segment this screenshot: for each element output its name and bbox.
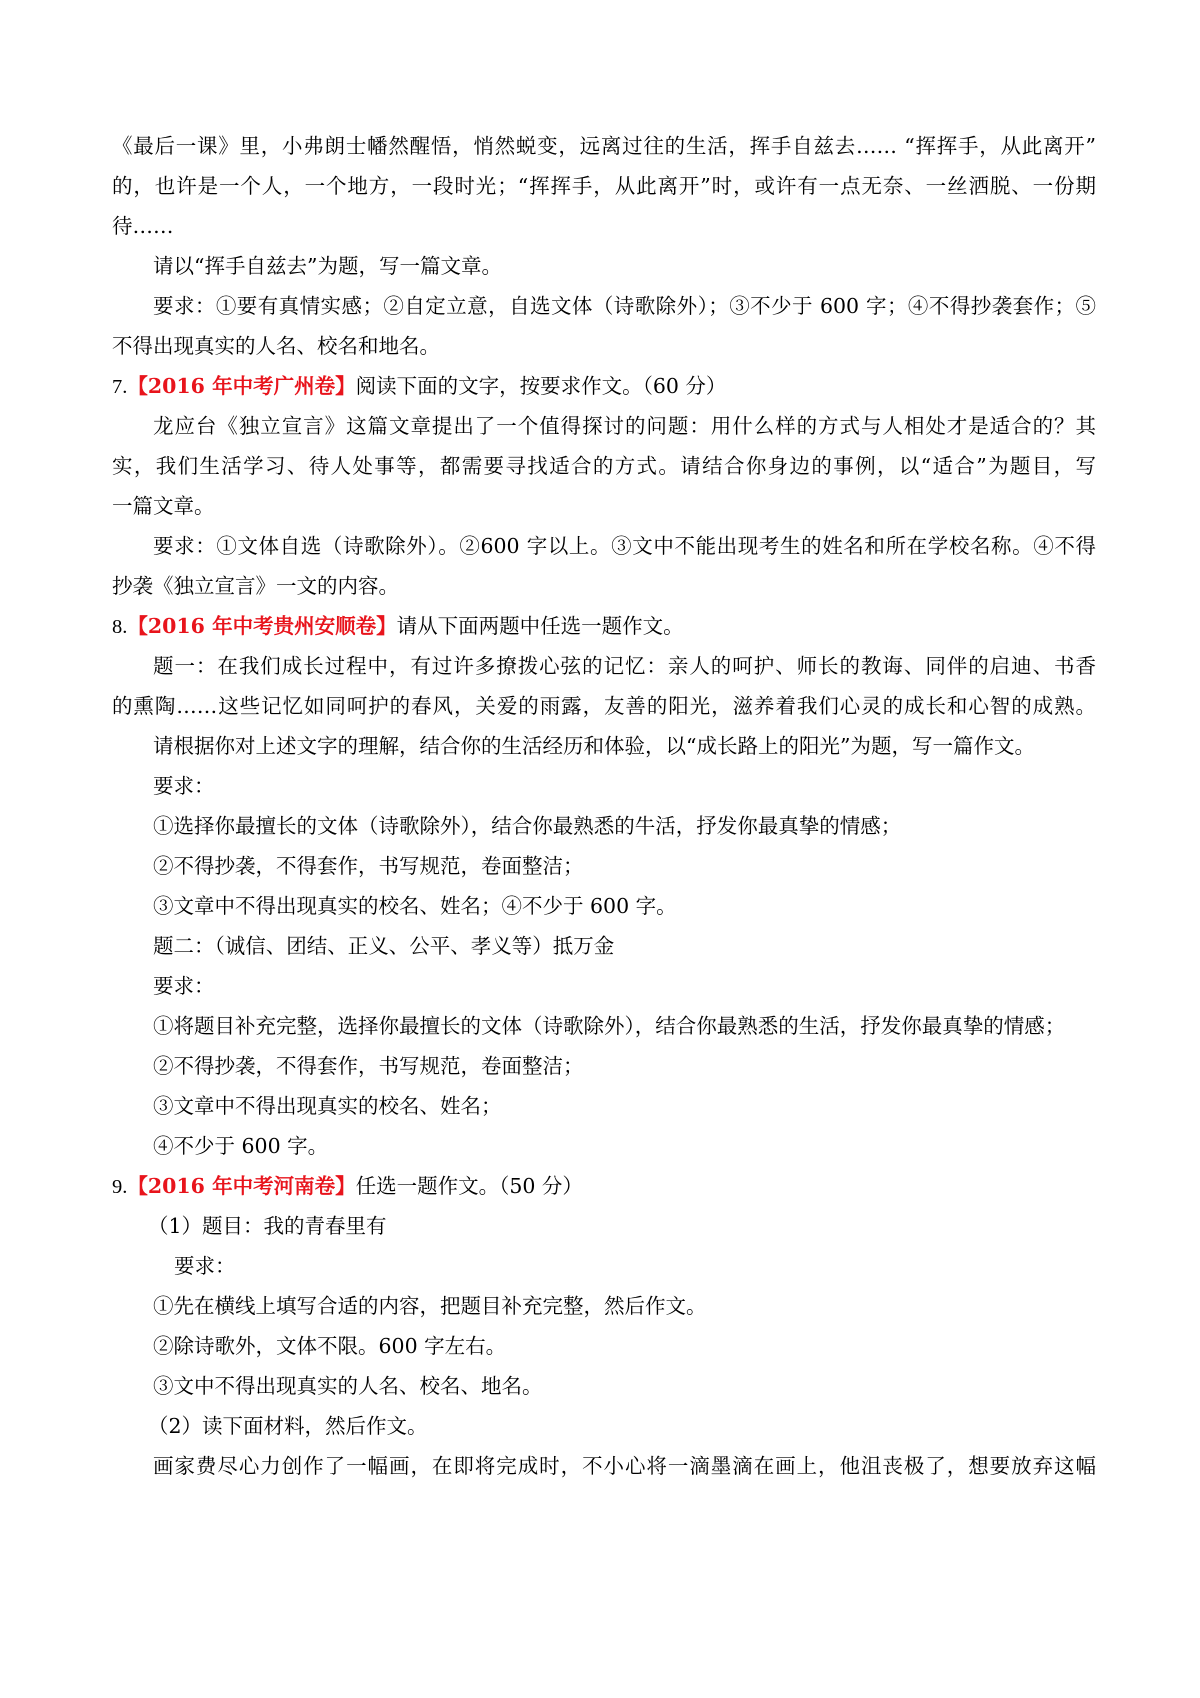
requirement-item: ②不得抄袭，不得套作，书写规范，卷面整洁；	[153, 1054, 584, 1078]
question-7-heading	[112, 372, 726, 401]
requirements-line: 要求：①文体自选（诗歌除外）。②600 字以上。③文中不能出现考生的姓名和所在学校名称。④不得	[153, 534, 1096, 558]
requirement-item: ①将题目补充完整，选择你最擅长的文体（诗歌除外），结合你最熟悉的生活，抒发你最真挚的情感；	[153, 1014, 1066, 1038]
material-line: 画家费尽心力创作了一幅画，在即将完成时，不小心将一滴墨滴在画上，他沮丧极了，想要放弃这幅	[153, 1454, 1096, 1478]
requirements-line: 抄袭《独立宣言》一文的内容。	[112, 574, 399, 598]
question-number: 7.	[112, 376, 128, 398]
writing-prompt: 请以“挥手自兹去”为题，写一篇文章。	[153, 254, 502, 278]
material-line: 实，我们生活学习、待人处事等，都需要寻找适合的方式。请结合你身边的事例，以“适合”为题目，写	[112, 454, 1096, 478]
topic-1-line: 题一：在我们成长过程中，有过许多撩拨心弦的记忆：亲人的呵护、师长的教诲、同伴的启迪、书香	[153, 654, 1096, 678]
source-tag: 【2016 年中考河南卷】	[127, 1174, 356, 1198]
requirement-item: ③文中不得出现真实的人名、校名、地名。	[153, 1374, 543, 1398]
requirement-item: ①先在横线上填写合适的内容，把题目补充完整，然后作文。	[153, 1294, 707, 1318]
question-instruction: 请从下面两题中任选一题作文。	[396, 614, 684, 638]
question-number: 9.	[112, 1176, 128, 1198]
requirement-item: ②不得抄袭，不得套作，书写规范，卷面整洁；	[153, 854, 584, 878]
requirements-label: 要求：	[174, 1254, 236, 1278]
prompt-1-title: （1）题目：我的青春里有	[148, 1214, 387, 1238]
requirements-label: 要求：	[153, 974, 215, 998]
requirement-item: ④不少于 600 字。	[153, 1134, 329, 1158]
passage-line: 《最后一课》里，小弗朗士幡然醒悟，悄然蜕变，远离过往的生活，挥手自兹去…… “挥挥手，从此离开”	[112, 134, 1096, 158]
question-8-heading	[112, 612, 684, 641]
requirement-item: ②除诗歌外，文体不限。600 字左右。	[153, 1334, 507, 1358]
requirement-item: ③文章中不得出现真实的校名、姓名；④不少于 600 字。	[153, 894, 677, 918]
source-tag: 【2016 年中考广州卷】	[127, 374, 356, 398]
topic-1-prompt: 请根据你对上述文字的理解，结合你的生活经历和体验，以“成长路上的阳光”为题，写一篇作文。	[153, 734, 1035, 758]
requirements-label: 要求：	[153, 774, 215, 798]
question-instruction: 任选一题作文。（50 分）	[355, 1174, 583, 1198]
prompt-2-title: （2）读下面材料，然后作文。	[148, 1414, 428, 1438]
requirements-line: 要求：①要有真情实感；②自定立意，自选文体（诗歌除外）；③不少于 600 字；④不得抄袭套作；⑤	[153, 294, 1096, 318]
topic-1-line: 的熏陶……这些记忆如同呵护的春风，关爱的雨露，友善的阳光，滋养着我们心灵的成长和心智的成熟。	[112, 694, 1096, 718]
source-tag: 【2016 年中考贵州安顺卷】	[127, 614, 397, 638]
question-number: 8.	[112, 616, 128, 638]
topic-2-title: 题二：（诚信、团结、正义、公平、孝义等）抵万金	[153, 934, 615, 958]
material-line: 龙应台《独立宣言》这篇文章提出了一个值得探讨的问题：用什么样的方式与人相处才是适合的？其	[153, 414, 1096, 438]
requirements-line: 不得出现真实的人名、校名和地名。	[112, 334, 440, 358]
requirement-item: ③文章中不得出现真实的校名、姓名；	[153, 1094, 502, 1118]
question-instruction: 阅读下面的文字，按要求作文。（60 分）	[355, 374, 727, 398]
passage-line: 的，也许是一个人，一个地方，一段时光；“挥挥手，从此离开”时，或许有一点无奈、一丝洒脱、一份期	[112, 174, 1096, 198]
material-line: 一篇文章。	[112, 494, 215, 518]
question-9-heading	[112, 1172, 583, 1201]
passage-line: 待……	[112, 214, 174, 238]
requirement-item: ①选择你最擅长的文体（诗歌除外），结合你最熟悉的牛活，抒发你最真挚的情感；	[153, 814, 902, 838]
